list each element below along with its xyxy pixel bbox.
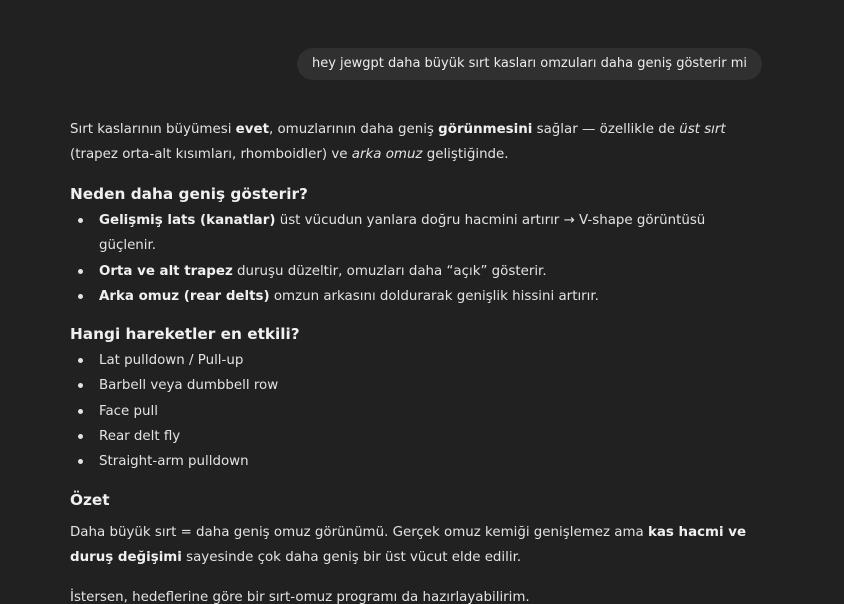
list-item: Lat pulldown / Pull-up [70, 348, 765, 373]
list-item: Face pull [70, 399, 765, 424]
why-list [70, 208, 765, 309]
user-message-bubble: hey jewgpt daha büyük sırt kasları omzuları daha geniş gösterir mi [297, 48, 762, 80]
section-heading-exercises: Hangi hareketler en etkili? [70, 325, 300, 344]
list-item: Rear delt fly [70, 424, 765, 449]
assistant-message [70, 117, 765, 604]
intro-text: , omuzlarının daha geniş [268, 122, 439, 137]
intro-text: sağlar — özellikle de [532, 122, 680, 137]
list-item-bold: Arka omuz (rear delts) [99, 288, 270, 304]
intro-italic-ust-sirt: üst sırt [679, 122, 726, 137]
list-item: Straight-arm pulldown [70, 449, 765, 474]
list-item-bold: Orta ve alt trapez [99, 263, 233, 279]
intro-bold-evet: evet [235, 122, 269, 137]
exercise-list [70, 348, 765, 474]
summary-paragraph [70, 520, 765, 570]
intro-italic-arka-omuz: arka omuz [351, 147, 423, 162]
intro-paragraph [70, 117, 765, 167]
list-item-bold: Gelişmiş lats (kanatlar) [99, 213, 276, 228]
intro-text: geliştiğinde. [422, 147, 509, 162]
intro-text: (trapez orta-alt kısımları, rhomboidler) ve [70, 147, 352, 162]
list-item [70, 208, 765, 259]
intro-bold-gorunmesini: görünmesini [438, 122, 533, 137]
section-heading-why: Neden daha geniş gösterir? [70, 185, 308, 203]
list-item-text: duruşu düzeltir, omuzları daha “açık” gösterir. [232, 263, 547, 279]
list-item: Barbell veya dumbbell row [70, 373, 765, 398]
summary-text: sayesinde çok daha geniş bir üst vücut elde edilir. [181, 549, 522, 565]
intro-text: Sırt kaslarının büyümesi [70, 122, 236, 137]
list-item [70, 259, 765, 284]
list-item-text: üst vücudun yanlara doğru hacmini artırır → V-shape görüntüsü güçlenir. [99, 213, 706, 254]
summary-text: Daha büyük sırt = daha geniş omuz görünümü. Gerçek omuz kemiği genişlemez ama [70, 524, 648, 540]
summary-bold: kas hacmi ve duruş değişimi [70, 524, 747, 565]
closing-paragraph: İstersen, hedeflerine göre bir sırt-omuz programı da hazırlayabilirim. [70, 589, 530, 604]
list-item [70, 284, 765, 309]
list-item-text: omzun arkasını doldurarak genişlik hissini artırır. [269, 288, 599, 304]
section-heading-summary: Özet [70, 490, 110, 509]
